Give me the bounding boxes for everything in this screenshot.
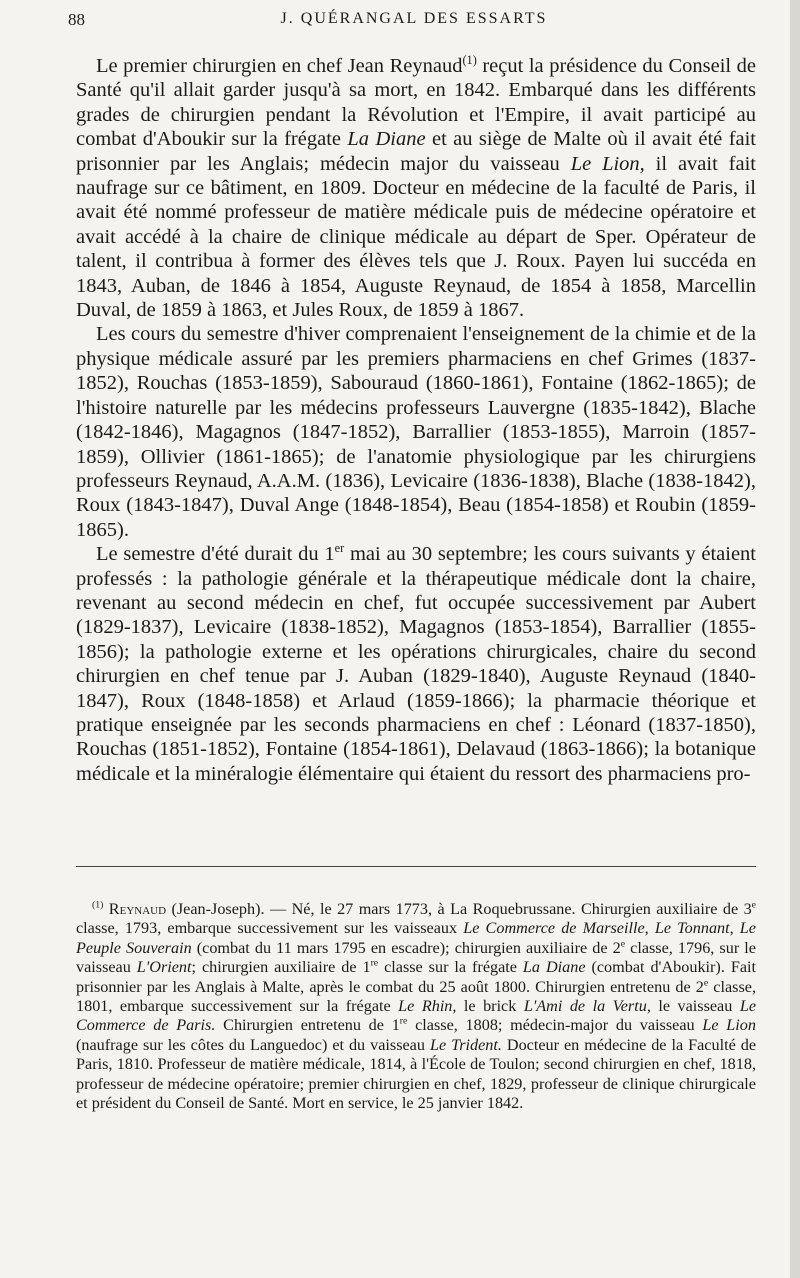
ordinal-superscript: re — [370, 957, 379, 969]
ship-name: Le Lion — [702, 1016, 756, 1035]
text-run: classe, 1793, embarque successivement sur les vaisseaux — [76, 919, 464, 938]
paragraph-3 — [76, 542, 756, 786]
paragraph-2: Les cours du semestre d'hiver comprenaient l'enseignement de la chimie et de la physique médicale assuré par les premiers pharmaciens en chef Grimes (1837-1852), Rouchas (1853-1859), Sabouraud (1860-1861), Fontaine (1862-1865); de l'histoire naturelle par les médecins professeurs Lauvergne (1835-1842), Blache (1842-1846), Magagnos (1847-1852), Barrallier (1853-1855), Marroin (1857-1859), Ollivier (1861-1865); de l'anatomie physiologique par les chirurgiens professeurs Reynaud, A.A.M. (1836), Levicaire (1836-1838), Blache (1838-1842), Roux (1843-1847), Duval Ange (1848-1854), Beau (1854-1858) et Roubin (1859-1865). — [76, 323, 756, 541]
footnote-paragraph — [76, 900, 756, 1113]
text-run: mai au 30 septembre; les cours suivants y étaient professés : la pathologie générale et la thérapeutique médicale dont la chaire, revenant au second médecin en chef, fut occupée successivement par Aubert (1829-1837), Levicaire (1838-1852), Magagnos (1853-1854), Barrallier (1855-1856); la pathologie externe et les opérations chirurgicales, chaire du second chirurgien en chef tenue par J. Auban (1829-1840), Auguste Reynaud (1840-1847), Roux (1848-1858) et Arlaud (1859-1866); la pharmacie théorique et pratique enseignée par les seconds pharmaciens en chef : Léonard (1837-1850), Rouchas (1851-1852), Fontaine (1854-1861), Delavaud (1863-1866); la botanique médicale et la minéralogie élémentaire qui étaient du ressort des pharmaciens pro- — [76, 543, 756, 785]
ordinal-superscript: e — [703, 977, 709, 989]
ship-name: La Diane — [522, 958, 586, 977]
main-text — [76, 54, 756, 786]
footnote-name: Reynaud — [108, 900, 167, 918]
text-run: Le premier chirurgien en chef Jean Reynaud — [96, 55, 463, 77]
ordinal-superscript: e — [751, 899, 756, 911]
text-run: classe, 1808; médecin-major du vaisseau — [407, 1016, 703, 1035]
running-head: J. QUÉRANGAL DES ESSARTS — [280, 10, 548, 27]
ordinal-superscript: e — [620, 938, 626, 950]
text-run: classe sur la frégate — [378, 958, 523, 977]
text-run: Le semestre d'été durait du 1 — [96, 543, 335, 566]
text-run: classe, 1796, sur le vaisseau — [76, 938, 756, 977]
text-run: (Jean-Joseph). — Né, le 27 mars 1773, à La Roquebrussane. Chirurgien auxiliaire de 3 — [166, 900, 752, 918]
paragraph-1 — [76, 54, 756, 322]
ship-name: Le Commerce de Marseille, Le Tonnant, Le Peuple Souverain — [76, 919, 756, 957]
footnote-separator — [76, 866, 756, 867]
ordinal-superscript: er — [334, 541, 345, 556]
ship-name: L'Orient — [136, 958, 192, 977]
page-header — [68, 10, 760, 38]
ship-name: Le Lion, — [570, 152, 645, 175]
text-run: ; chirurgien auxiliaire de 1 — [191, 958, 371, 977]
ship-name: L'Ami de la Vertu, — [523, 997, 651, 1016]
text-run: (combat du 11 mars 1795 en escadre); chirurgien auxiliaire de 2 — [191, 938, 621, 957]
ship-name: Le Commerce de Paris. — [76, 997, 757, 1035]
footnote — [76, 900, 756, 1113]
text-run: reçut la présidence du Conseil de Santé qu'il allait garder jusqu'à sa mort, en 1842. Embarqué dans les différents grades de chirurgien pendant la Révolution et l'Empire, il avait participé au combat d'Aboukir sur la frégate — [76, 55, 756, 151]
ship-name: Le Trident. — [429, 1035, 502, 1054]
page-number: 88 — [68, 10, 85, 29]
ship-name: Le Rhin, — [398, 997, 457, 1016]
text-run: (naufrage sur les côtes du Languedoc) et du vaisseau — [76, 1035, 430, 1054]
text-run: il avait fait naufrage sur ce bâtiment, en 1809. Docteur en médecine de la faculté de Paris, il avait été nommé professeur de matière médicale puis de médecine opératoire et avait accédé à la chaire de clinique médicale au départ de Sper. Opérateur de talent, il contribua à former des élèves tels que J. Roux. Payen lui succéda en 1843, Auban, de 1846 à 1854, Auguste Reynaud, de 1854 à 1858, Marcellin Duval, de 1859 à 1863, et Jules Roux, de 1859 à 1867. — [76, 152, 756, 322]
text-run: le vaisseau — [650, 997, 740, 1016]
footnote-reference: (1) — [462, 53, 477, 68]
text-run: (combat d'Aboukir). Fait prisonnier par les Anglais à Malte, après le combat du 25 août 1800. Chirurgien entretenu de 2 — [76, 958, 757, 996]
ship-name: La Diane — [347, 128, 426, 151]
ordinal-superscript: re — [399, 1016, 408, 1028]
text-run: Docteur en médecine de la Faculté de Paris, 1810. Professeur de matière médicale, 1814, à l'École de Toulon; second chirurgien en chef, 1818, professeur de médecine opératoire; premier chirurgien en chef, 1829, professeur de clinique chirurgicale et président du Conseil de Santé. Mort en service, le 25 janvier 1842. — [76, 1035, 756, 1113]
footnote-mark: (1) — [92, 899, 104, 911]
text-run: et au siège de Malte où il avait été fait prisonnier par les Anglais; médecin major du vaisseau — [76, 128, 757, 175]
text-run: le brick — [456, 997, 524, 1016]
text-run: Chirurgien entretenu de 1 — [215, 1016, 400, 1035]
text-run: classe, 1801, embarque successivement sur la frégate — [76, 977, 756, 1016]
page-edge-shadow — [790, 0, 800, 1278]
